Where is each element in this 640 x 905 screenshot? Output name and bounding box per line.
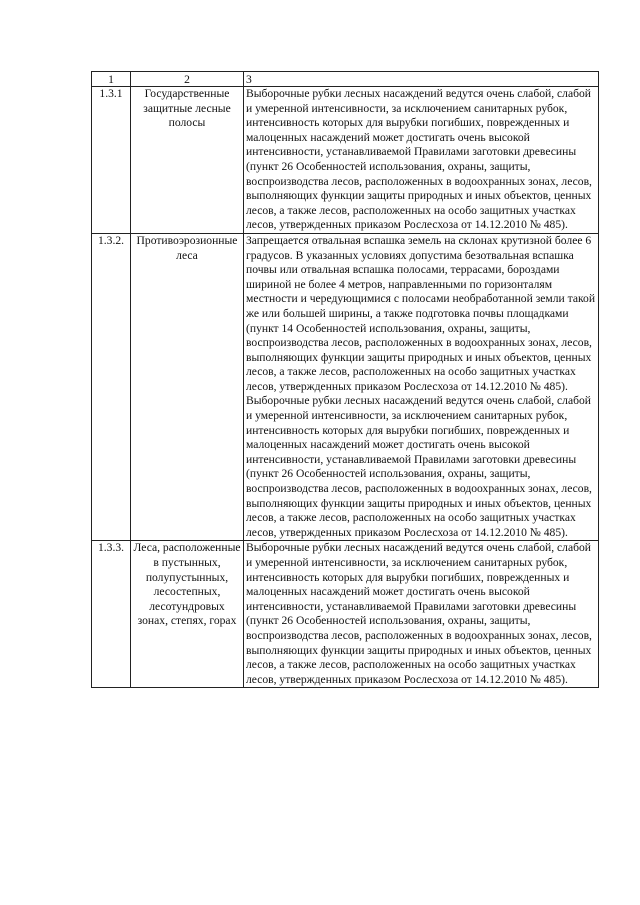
description-paragraph: Выборочные рубки лесных насаждений ведутся очень слабой, слабой и умеренной интенсивности, за исключением санитарных рубок, интенсивность которых для вырубки погибших, поврежденных и малоценных насаждений может достигать очень высокой интенсивности, устанавливаемой Правилами заготовки древесины (пункт 26 Особенностей использования, охраны, защиты, воспроизводства лесов, расположенных в водоохранных зонах, лесов, выполняющих функции защиты природных и иных объектов, ценных лесов, а также лесов, расположенных на особо защитных участках лесов, утвержденных приказом Рослесхоза от 14.12.2010 № 485). [246, 541, 592, 686]
row-category: Противоэрозионные леса [131, 233, 244, 540]
row-description [244, 87, 599, 234]
table-header-row [92, 72, 599, 87]
header-col-3: 3 [244, 72, 599, 87]
header-col-2: 2 [131, 72, 244, 87]
row-category: Государственные защитные лесные полосы [131, 87, 244, 234]
row-number: 1.3.3. [92, 541, 131, 688]
forest-regulations-table [91, 71, 599, 688]
description-paragraph: Запрещается отвальная вспашка земель на склонах крутизной более 6 градусов. В указанных условиях допустима безотвальная вспашка почвы или отвальная вспашка полосами, террасами, бороздами шириной не более 4 метров, направленными по горизонталям местности и чередующимися с полосами необработанной земли такой же или большей ширины, а также подготовка почвы площадками (пункт 14 Особенностей использования, охраны, защиты, воспроизводства лесов, расположенных в водоохранных зонах, лесов, выполняющих функции защиты природных и иных объектов, ценных лесов, а также лесов, расположенных на особо защитных участках лесов, утвержденных приказом Рослесхоза от 14.12.2010 № 485). [246, 233, 596, 393]
header-col-1: 1 [92, 72, 131, 87]
row-category: Леса, расположенные в пустынных, полупустынных, лесостепных, лесотундровых зонах, степях, горах [131, 541, 244, 688]
table-row [92, 541, 599, 688]
row-number: 1.3.2. [92, 233, 131, 540]
row-description [244, 541, 599, 688]
row-description [244, 233, 599, 540]
row-number: 1.3.1 [92, 87, 131, 234]
table-row [92, 233, 599, 540]
description-paragraph: Выборочные рубки лесных насаждений ведутся очень слабой, слабой и умеренной интенсивности, за исключением санитарных рубок, интенсивность которых для вырубки погибших, поврежденных и малоценных насаждений может достигать очень высокой интенсивности, устанавливаемой Правилами заготовки древесины (пункт 26 Особенностей использования, охраны, защиты, воспроизводства лесов, расположенных в водоохранных зонах, лесов, выполняющих функции защиты природных и иных объектов, ценных лесов, а также лесов, расположенных на особо защитных участках лесов, утвержденных приказом Рослесхоза от 14.12.2010 № 485). [246, 87, 592, 232]
table-row [92, 87, 599, 234]
description-paragraph: Выборочные рубки лесных насаждений ведутся очень слабой, слабой и умеренной интенсивности, за исключением санитарных рубок, интенсивность которых для вырубки погибших, поврежденных и малоценных насаждений может достигать очень высокой интенсивности, устанавливаемой Правилами заготовки древесины (пункт 26 Особенностей использования, охраны, защиты, воспроизводства лесов, расположенных в водоохранных зонах, лесов, выполняющих функции защиты природных и иных объектов, ценных лесов, а также лесов, расположенных на особо защитных участках лесов, утвержденных приказом Рослесхоза от 14.12.2010 № 485). [246, 394, 592, 539]
